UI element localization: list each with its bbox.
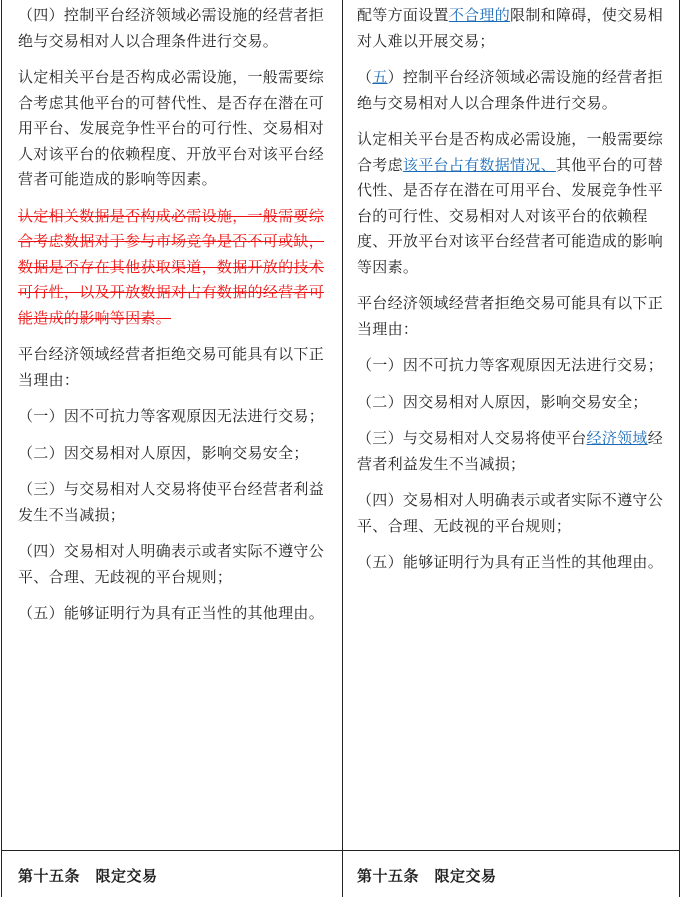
right-p7-inserted: 经济领域 [586,429,648,447]
comparison-table [1,0,680,897]
right-column [357,0,665,587]
right-p7 [357,426,665,477]
right-p3 [357,127,665,280]
column-divider [342,0,343,897]
right-p1-inserted: 不合理的 [448,6,511,24]
left-p4: 平台经济领域经营者拒绝交易可能具有以下正当理由： [18,345,325,389]
right-p1-text-b: 限制和障碍，使交易相对人难以开展交易； [357,6,664,50]
right-p9: （五）能够证明行为具有正当性的其他理由。 [357,553,664,571]
right-p2 [357,65,665,116]
right-p1 [357,3,665,54]
right-article-heading: 第十五条 限定交易 [357,867,497,885]
left-p7: （三）与交易相对人交易将使平台经营者利益发生不当减损； [18,480,325,524]
right-p7-text-b: 经营者利益发生不当减损； [357,429,664,473]
right-p4: 平台经济领域经营者拒绝交易可能具有以下正当理由： [357,294,664,338]
right-p7-text-a: （三）与交易相对人交易将使平台 [357,429,587,447]
left-p5: （一）因不可抗力等客观原因无法进行交易； [18,407,325,425]
right-p3-text-a: 认定相关平台是否构成必需设施，一般需要综合考虑 [357,130,664,174]
right-p3-text-b: 其他平台的可替代性、是否存在潜在可用平台、发展竞争性平台的可行性、交易相对人对该平台的依赖程度、开放平台对该平台经营者可能造成的影响等因素。 [357,155,664,276]
right-p6: （二）因交易相对人原因，影响交易安全； [357,392,648,411]
left-article-heading: 第十五条 限定交易 [18,867,158,885]
right-p2-inserted: 五 [372,68,388,86]
left-p1: （四）控制平台经济领域必需设施的经营者拒绝与交易相对人以合理条件进行交易。 [18,6,325,50]
left-column [18,0,326,638]
right-p2-text-a: （ [357,68,373,86]
left-p2: 认定相关平台是否构成必需设施，一般需要综合考虑其他平台的可替代性、是否存在潜在可用平台、发展竞争性平台的可行性、交易相对人对该平台的依赖程度、开放平台对该平台经营者可能造成的影响等因素。 [18,68,325,188]
right-p8: （四）交易相对人明确表示或者实际不遵守公平、合理、无歧视的平台规则； [357,491,664,535]
right-p5: （一）因不可抗力等客观原因无法进行交易； [357,356,664,374]
right-p2-text-b: ）控制平台经济领域必需设施的经营者拒绝与交易相对人以合理条件进行交易。 [357,68,664,112]
row-divider [2,850,679,851]
left-deleted-paragraph: 认定相关数据是否构成必需设施，一般需要综合考虑数据对于参与市场竞争是否不可或缺，数据是否存在其他获取渠道，数据开放的技术可行性，以及开放数据对占有数据的经营者可能造成的影响等因素。 [18,206,325,327]
left-p9: （五）能够证明行为具有正当性的其他理由。 [18,604,325,622]
left-p8: （四）交易相对人明确表示或者实际不遵守公平、合理、无歧视的平台规则； [18,542,325,586]
right-p1-text-a: 配等方面设置 [357,6,449,24]
left-p6: （二）因交易相对人原因，影响交易安全； [18,443,309,462]
right-p3-inserted: 该平台占有数据情况、 [402,155,556,174]
